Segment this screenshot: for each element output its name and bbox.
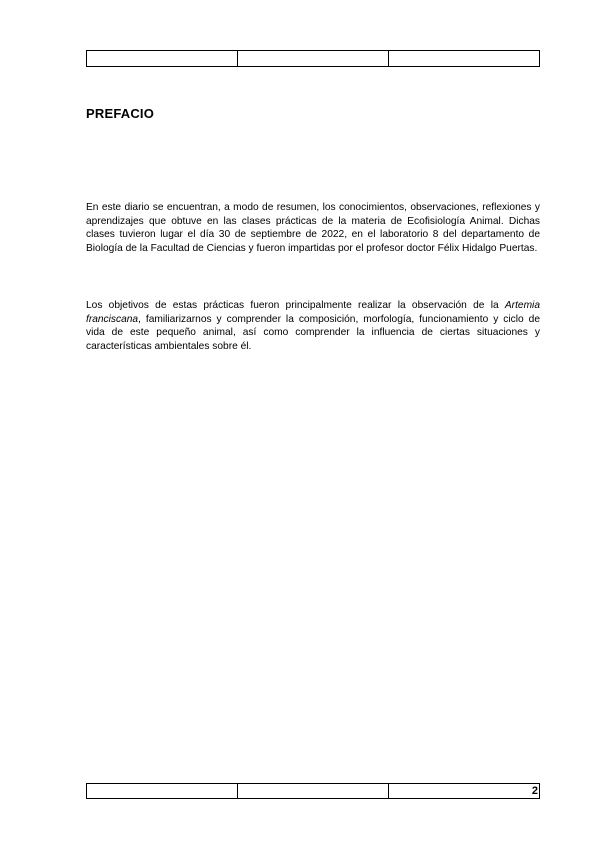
species-name: Artemia franciscana [86,300,540,325]
header-cell-center [238,51,389,66]
header-cell-right [389,51,539,66]
footer-table [86,783,540,799]
objectives-text-end: , familiarizarnos y comprender la composición, morfología, funcionamiento y ciclo de vida de este pequeño animal, así como comprender la influencia de ciertas situaciones y características ambientales sobre él. [86,313,540,352]
header-table [86,50,540,67]
header-cell-left [87,51,238,66]
objectives-text-start: Los objetivos de estas prácticas fueron principalmente realizar la observación de la [86,300,505,311]
footer-cell-right [389,784,539,798]
paragraph-intro: En este diario se encuentran, a modo de resumen, los conocimientos, observaciones, reflexiones y aprendizajes que obtuve en las clases prácticas de la materia de Ecofisiología Animal. Dichas clases tuvieron lugar el día 30 de septiembre de 2022, en el laboratorio 8 del departamento de Biología de la Facultad de Ciencias y fueron impartidas por el profesor doctor Félix Hidalgo Puertas. [86,202,540,254]
paragraph-objectives [86,299,540,353]
page-number: 2 [531,785,538,797]
page-title: PREFACIO [86,106,155,121]
footer-cell-center [238,784,389,798]
footer-cell-left [87,784,238,798]
